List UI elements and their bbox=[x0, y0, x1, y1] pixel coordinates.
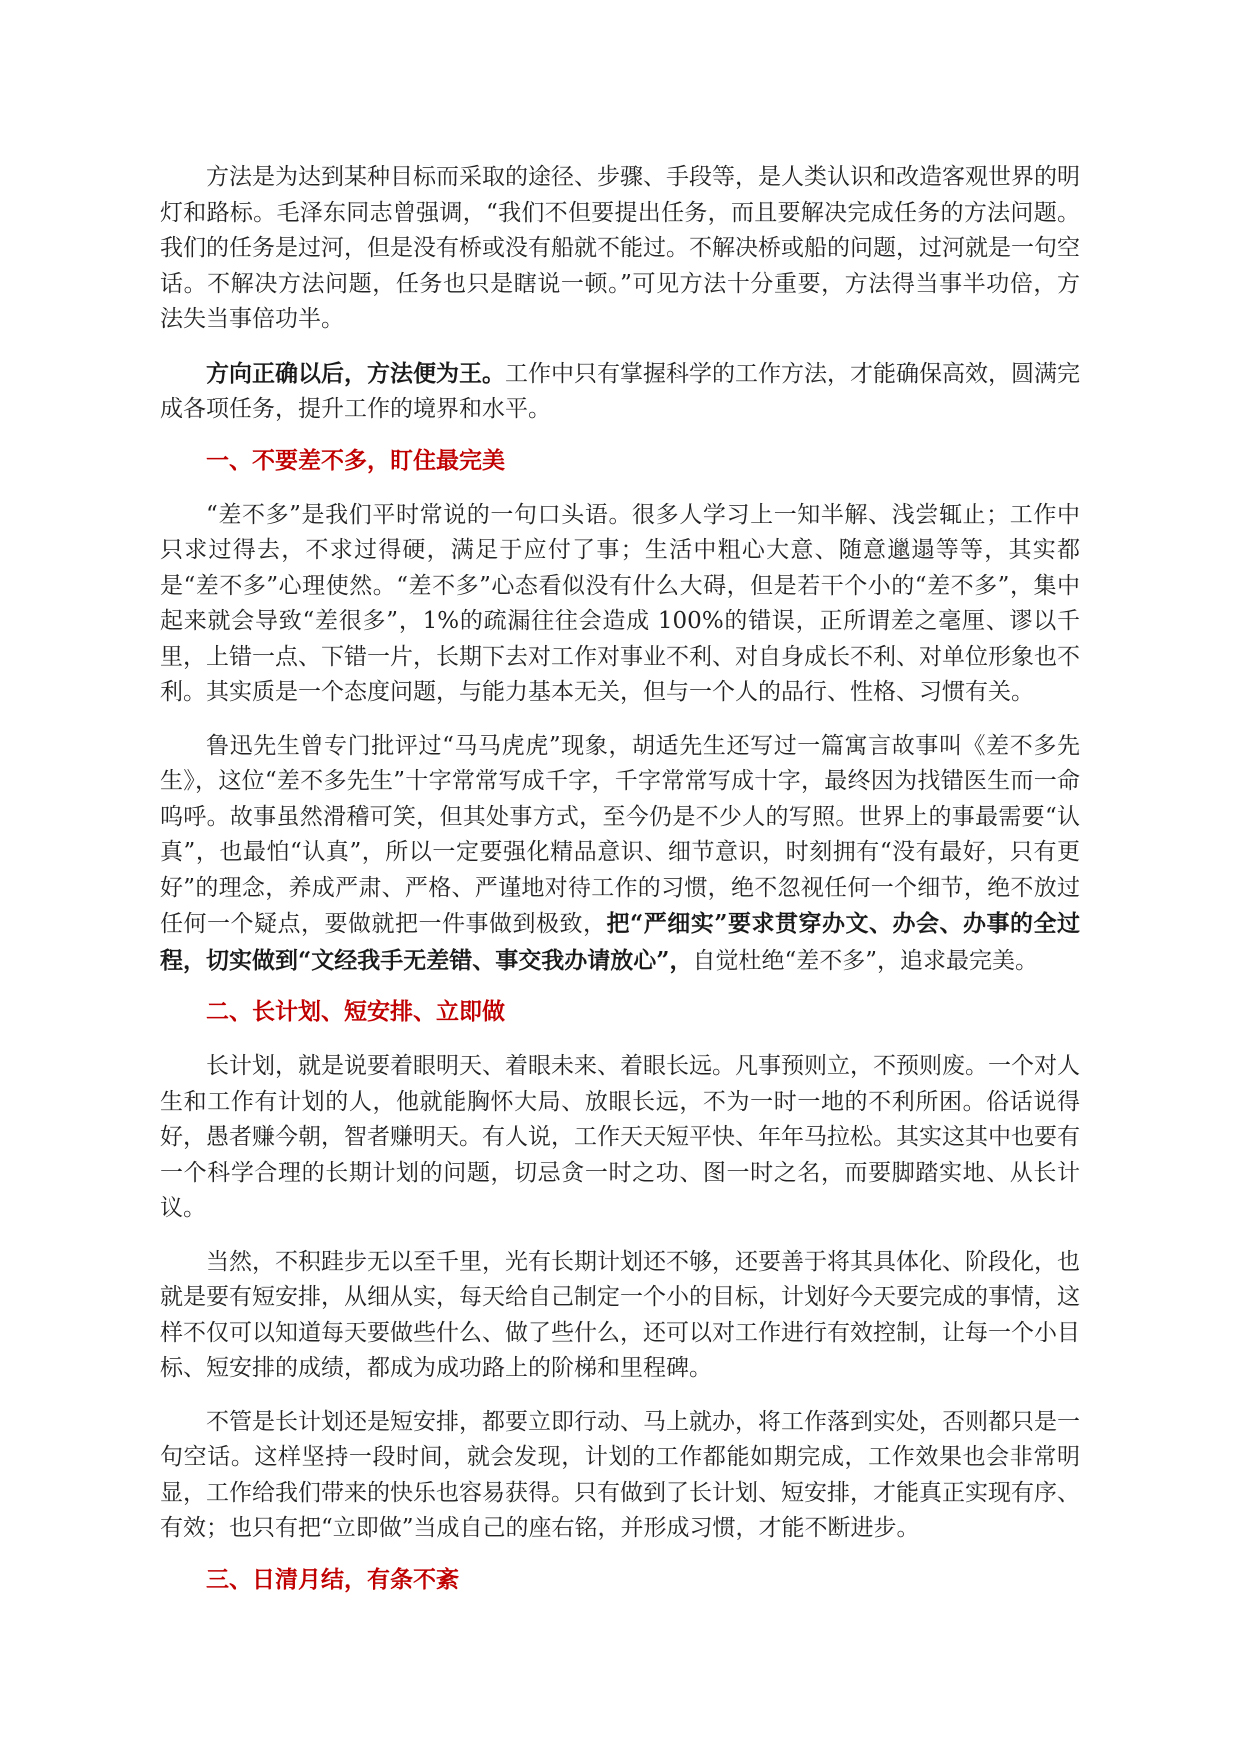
section-heading-1: 一、不要差不多，盯住最完美 bbox=[206, 446, 505, 474]
section1-paragraph-2-text-a: 鲁迅先生曾专门批评过“马马虎虎”现象，胡适先生还写过一篇寓言故事叫《差不多先生》，这位“差不多先生”十字常常写成千字，千字常常写成十字，最终因为找错医生而一命呜呼。故事虽然滑稽可笑，但其处事方式，至今仍是不少人的写照。世界上的事最需要“认真”，也最怕“认真”，所以一定要强化精品意识、细节意识，时刻拥有“没有最好，只有更好”的理念，养成严肃、严格、严谨地对待工作的习惯，绝不忽视任何一个细节，绝不放过任何一个疑点，要做就把一件事做到极致， bbox=[160, 732, 1080, 937]
section-heading-2: 二、长计划、短安排、立即做 bbox=[206, 998, 505, 1025]
document-body bbox=[160, 160, 1080, 1617]
section1-paragraph-2-bold: 把“严细实”要求贯穿办文、办会、办事的全过程，切实做到“文经我手无差错、事交我办请放心”， bbox=[160, 910, 1080, 974]
section1-paragraph-1: “差不多”是我们平时常说的一句口头语。很多人学习上一知半解、浅尝辄止；工作中只求过得去，不求过得硬，满足于应付了事；生活中粗心大意、随意邋遢等等，其实都是“差不多”心理使然。“差不多”心态看似没有什么大碍，但是若干个小的“差不多”，集中起来就会导致“差很多”，1%的疏漏往往会造成 100%的错误，正所谓差之毫厘、谬以千里，上错一点、下错一片，长期下去对工作对事业不利、对自身成长不利、对单位形象也不利。其实质是一个态度问题，与能力基本无关，但与一个人的品行、性格、习惯有关。 bbox=[160, 501, 1080, 705]
intro-paragraph: 方法是为达到某种目标而采取的途径、步骤、手段等，是人类认识和改造客观世界的明灯和路标。毛泽东同志曾强调，“我们不但要提出任务，而且要解决完成任务的方法问题。我们的任务是过河，但是没有桥或没有船就不能过。不解决桥或船的问题，过河就是一句空话。不解决方法问题，任务也只是瞎说一顿。”可见方法十分重要，方法得当事半功倍，方法失当事倍功半。 bbox=[160, 164, 1080, 332]
section2-paragraph-1: 长计划，就是说要着眼明天、着眼未来、着眼长远。凡事预则立，不预则废。一个对人生和工作有计划的人，他就能胸怀大局、放眼长远，不为一时一地的不利所困。俗话说得好，愚者赚今朝，智者赚明天。有人说，工作天天短平快、年年马拉松。其实这其中也要有一个科学合理的长期计划的问题，切忌贪一时之功、图一时之名，而要脚踏实地、从长计议。 bbox=[160, 1053, 1080, 1221]
section2-paragraph-3: 不管是长计划还是短安排，都要立即行动、马上就办，将工作落到实处，否则都只是一句空话。这样坚持一段时间，就会发现，计划的工作都能如期完成，工作效果也会非常明显，工作给我们带来的快乐也容易获得。只有做到了长计划、短安排，才能真正实现有序、有效；也只有把“立即做”当成自己的座右铭，并形成习惯，才能不断进步。 bbox=[160, 1408, 1080, 1541]
thesis-paragraph bbox=[160, 356, 1080, 428]
section1-paragraph-2-text-b: 自觉杜绝“差不多”，追求最完美。 bbox=[692, 947, 1038, 974]
thesis-text: 工作中只有掌握科学的工作方法，才能确保高效，圆满完成各项任务，提升工作的境界和水平。 bbox=[160, 360, 1080, 422]
section1-paragraph-2 bbox=[160, 729, 1080, 980]
section2-paragraph-2: 当然，不积跬步无以至千里，光有长期计划还不够，还要善于将其具体化、阶段化，也就是要有短安排，从细从实，每天给自己制定一个小的目标，计划好今天要完成的事情，这样不仅可以知道每天要做些什么、做了些什么，还可以对工作进行有效控制，让每一个小目标、短安排的成绩，都成为成功路上的阶梯和里程碑。 bbox=[160, 1248, 1080, 1381]
thesis-bold-text: 方向正确以后，方法便为王。 bbox=[206, 359, 505, 387]
section-heading-3: 三、日清月结，有条不紊 bbox=[206, 1565, 459, 1593]
